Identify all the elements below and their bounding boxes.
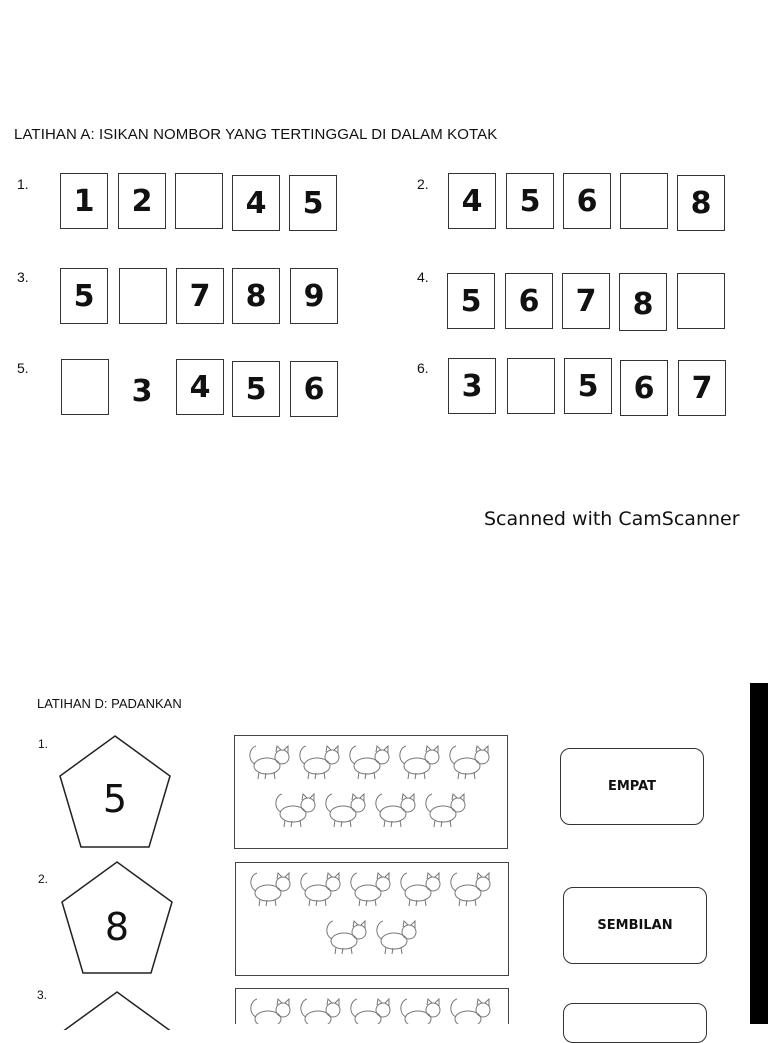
cat-icon xyxy=(376,794,415,827)
cat-icon xyxy=(401,999,440,1024)
camscanner-watermark: Scanned with CamScanner xyxy=(484,508,740,530)
pentagon-shape xyxy=(60,990,174,1030)
number-box: 5 xyxy=(232,361,280,417)
number-box: 7 xyxy=(678,360,726,416)
number-box: 3 xyxy=(131,374,153,409)
number-box: 1 xyxy=(60,173,108,229)
number-box: 9 xyxy=(290,268,338,324)
question-number: 6. xyxy=(417,360,429,376)
question-number: 1. xyxy=(17,176,29,192)
blank-box[interactable] xyxy=(119,268,167,324)
number-box: 4 xyxy=(448,173,496,229)
scan-edge-bar xyxy=(750,683,768,1024)
item-number: 3. xyxy=(37,988,48,1002)
number-box: 6 xyxy=(620,360,668,416)
cat-icon xyxy=(300,746,339,779)
cat-icon xyxy=(400,746,439,779)
number-box: 8 xyxy=(232,268,280,324)
cat-icon xyxy=(451,873,490,906)
number-box: 2 xyxy=(118,173,166,229)
word-card[interactable]: SEMBILAN xyxy=(563,887,707,964)
cat-icon xyxy=(301,873,340,906)
word-card[interactable] xyxy=(563,1003,707,1043)
blank-box[interactable] xyxy=(61,359,109,415)
question-number: 5. xyxy=(17,360,29,376)
number-box: 5 xyxy=(60,268,108,324)
cat-icon xyxy=(350,746,389,779)
blank-box[interactable] xyxy=(620,173,668,229)
cat-icon xyxy=(301,999,340,1024)
cat-icon xyxy=(351,873,390,906)
question-number: 2. xyxy=(417,176,429,192)
cat-icon xyxy=(250,746,289,779)
item-number: 1. xyxy=(38,737,49,751)
number-box: 5 xyxy=(289,175,337,231)
number-box: 3 xyxy=(448,358,496,414)
cat-icon xyxy=(377,921,416,954)
pentagon-number: 8 xyxy=(104,905,130,949)
cat-icon xyxy=(326,794,365,827)
question-number: 3. xyxy=(17,269,29,285)
number-box: 5 xyxy=(506,173,554,229)
latihan-d-title: LATIHAN D: PADANKAN xyxy=(37,696,182,711)
number-box: 6 xyxy=(563,173,611,229)
word-card[interactable]: EMPAT xyxy=(560,748,704,825)
latihan-a-title: LATIHAN A: ISIKAN NOMBOR YANG TERTINGGAL DI DALAM KOTAK xyxy=(14,126,498,143)
cat-icon xyxy=(351,999,390,1024)
number-box: 7 xyxy=(176,268,224,324)
item-number: 2. xyxy=(38,872,49,886)
blank-box[interactable] xyxy=(677,273,725,329)
cat-icon xyxy=(450,746,489,779)
cat-icon xyxy=(451,999,490,1024)
number-box: 4 xyxy=(176,359,224,415)
blank-box[interactable] xyxy=(507,358,555,414)
cat-picture-box[interactable] xyxy=(234,735,508,849)
number-box: 6 xyxy=(505,273,553,329)
number-box: 6 xyxy=(290,361,338,417)
number-box: 5 xyxy=(447,273,495,329)
blank-box[interactable] xyxy=(175,173,223,229)
pentagon-shape xyxy=(60,860,174,976)
pentagon-number: 5 xyxy=(102,777,128,821)
number-box: 7 xyxy=(562,273,610,329)
pentagon-shape xyxy=(58,734,172,850)
cat-picture-box[interactable] xyxy=(235,862,509,976)
cat-icon xyxy=(251,873,290,906)
cat-icon xyxy=(426,794,465,827)
cat-icon xyxy=(251,999,290,1024)
cat-icon xyxy=(276,794,315,827)
number-box: 5 xyxy=(564,358,612,414)
number-box: 4 xyxy=(232,175,280,231)
number-box: 8 xyxy=(619,273,667,331)
number-box: 8 xyxy=(677,175,725,231)
cat-picture-box[interactable] xyxy=(235,988,509,1024)
cat-icon xyxy=(401,873,440,906)
question-number: 4. xyxy=(417,269,429,285)
cat-icon xyxy=(327,921,366,954)
